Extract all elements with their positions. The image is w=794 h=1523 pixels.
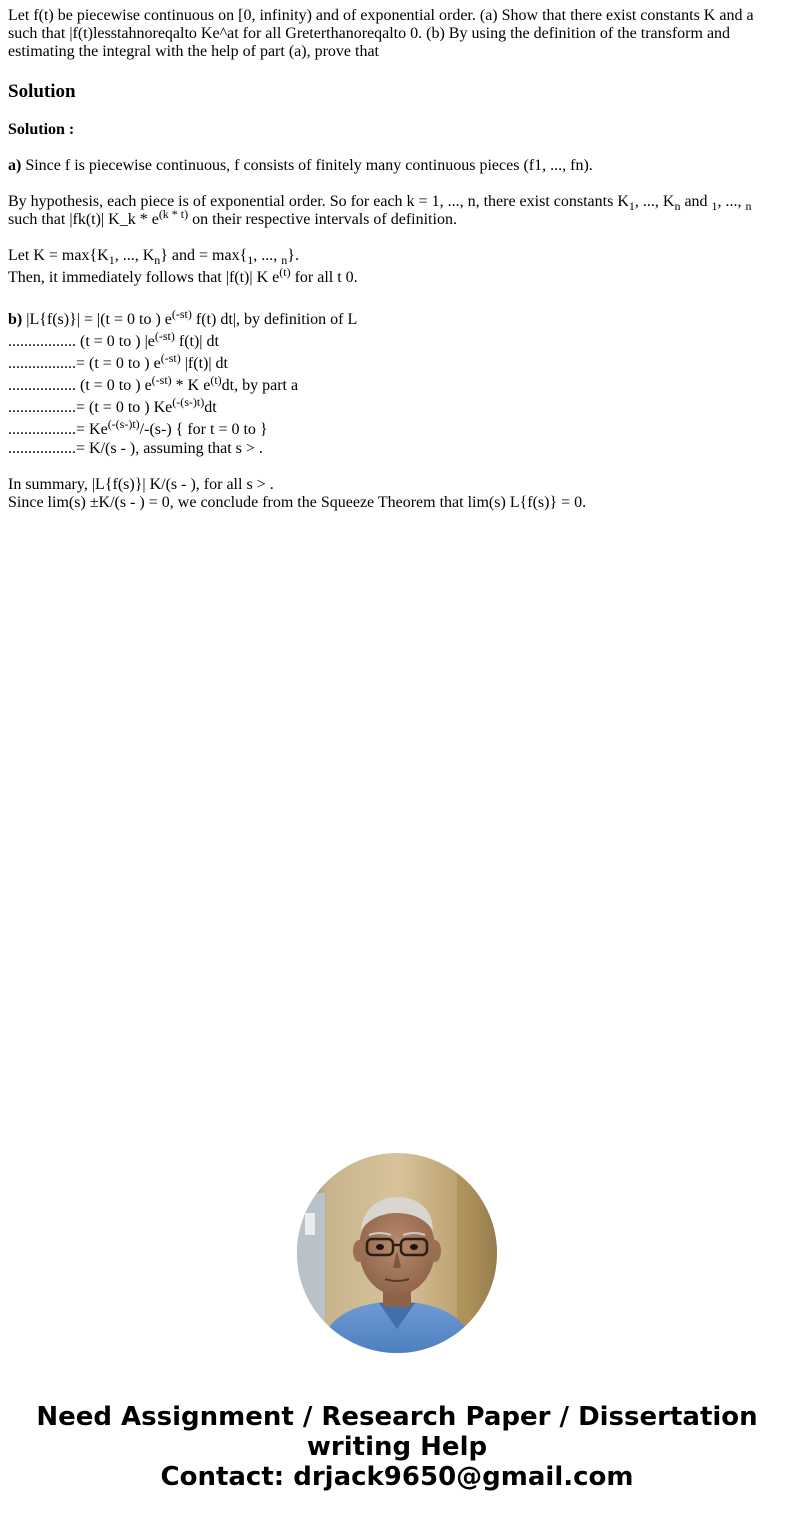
summary-line-2: Since lim(s) ±K/(s - ) = 0, we conclude from the Squeeze Theorem that lim(s) L{f(s)} = 0. (8, 494, 587, 511)
banner-contact-email: Contact: drjack9650@gmail.com (160, 1462, 634, 1492)
summary-line-1: In summary, |L{f(s)}| K/(s - ), for all s > . (8, 476, 274, 493)
derivation-line-6: .................= $Ke^{(-(s-)t)}/-(s-)$ { for t = 0 to } (8, 417, 268, 438)
banner-line-2: writing Help (306, 1432, 488, 1462)
derivation-line-5: .................= (t = 0 to ) $Ke^{(-(s-)t)}dt$ (8, 395, 217, 416)
part-a-intro: a) Since f is piecewise continuous, f consists of finitely many continuous pieces (f1, ..., fn). (8, 157, 593, 174)
contact-banner (0, 1402, 794, 1492)
question-text: Let f(t) be piecewise continuous on [0, infinity) and of exponential order. (a) Show that there exist constants K and a such that |f(t)lesstahnoreqalto Ke^at for all Greterthanoreqalto 0. (b) By using the definition of the transform and estimating the integral with the help of part (a), prove that (8, 7, 754, 60)
derivation-line-2: ................. (t = 0 to ) $|e^{(-st)}$ f(t)| dt (8, 329, 219, 350)
part-a-conclusion (8, 247, 768, 287)
banner-line-1: Need Assignment / Research Paper / Dissertation (36, 1402, 758, 1432)
derivation-line-1: b) |L{f(s)}| = |(t = 0 to ) $e^{(-st)}$ f(t) dt|, by definition of L (8, 307, 358, 328)
part-b-derivation (8, 307, 768, 458)
solution-heading: Solution (8, 81, 76, 102)
derivation-line-4: ................. (t = 0 to ) $e^{(-st)}$ * K $e^{(t)}dt$, by part a (8, 373, 299, 394)
tutor-photo-image (297, 1153, 497, 1353)
summary (8, 476, 768, 512)
avatar (297, 1153, 497, 1353)
then-line: Then, it immediately follows that |f(t)| K $e^{(t)}$ for all t 0. (8, 265, 358, 286)
part-a-hypothesis: By hypothesis, each piece is of exponential order. So for each k = 1, ..., n, there exist constants $K_1$, ..., $K_n$ and $_1$, ..., $_n$ such that |fk(t)| K_k * $e^{(k * t)}$ on their respective intervals of definition. (8, 193, 752, 228)
solution-label: Solution : (8, 121, 75, 138)
document-body (8, 7, 768, 530)
part-b-label: b) (8, 311, 23, 328)
derivation-line-3: .................= (t = 0 to ) $e^{(-st)}$ |f(t)| dt (8, 351, 228, 372)
part-a-label: a) (8, 157, 22, 174)
derivation-line-7: .................= K/(s - ), assuming that s > . (8, 440, 263, 457)
let-k-line: Let $K = \max\{K_1$, ..., $K_n$} and = $\max\{_1$, ..., $_n$}. (8, 247, 299, 267)
